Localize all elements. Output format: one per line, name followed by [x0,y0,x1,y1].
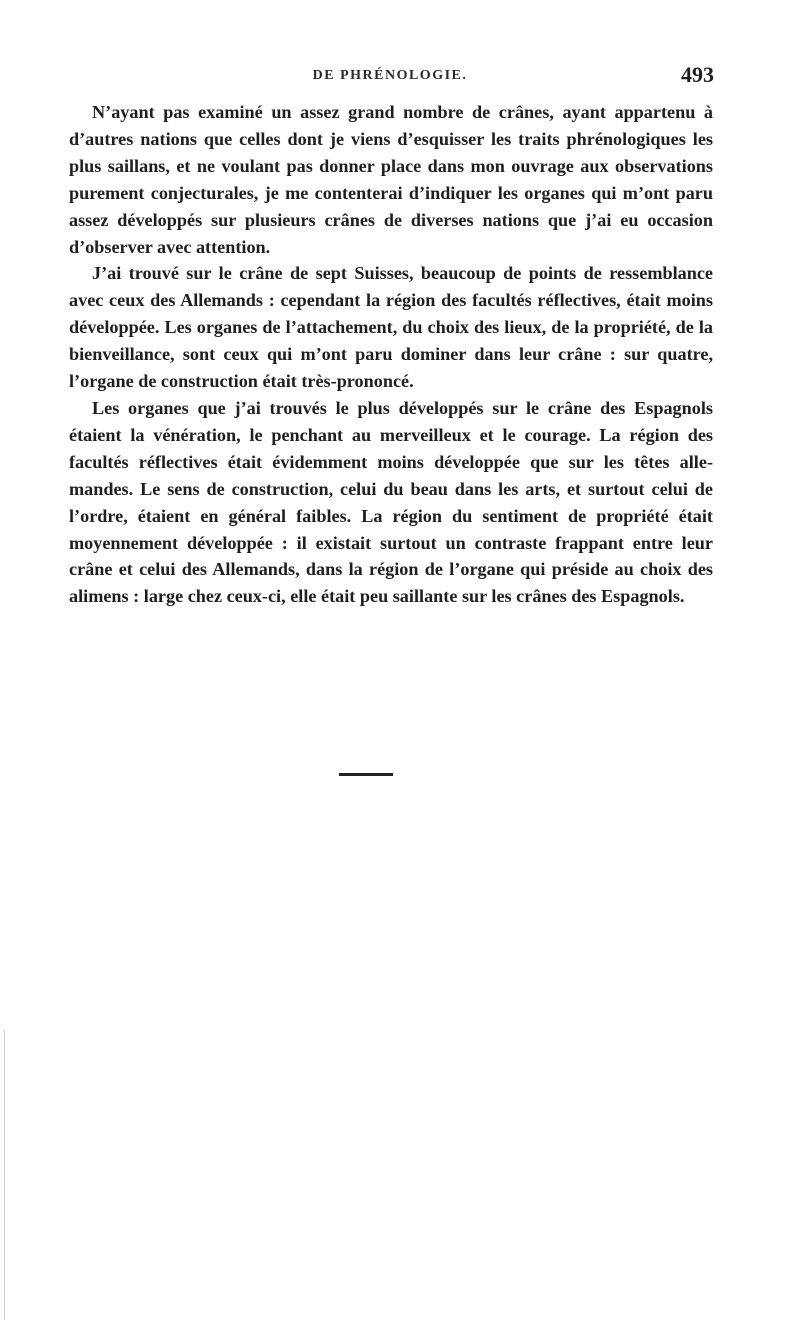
section-divider [339,773,393,776]
paragraph: N’ayant pas examiné un assez grand nombre de crânes, ayant appartenu à d’autres nations que celles dont je viens d’esquisser les traits phrénologiques les plus saillans, et ne voulant pas donner place dans mon ouvrage aux observations purement conjecturales, je me contenterai d’indiquer les organes qui m’ont paru assez développés sur plusieurs crânes de diverses nations que j’ai eu occasion d’observer avec attention. [69,102,713,257]
paragraph: J’ai trouvé sur le crâne de sept Suisses, beaucoup de points de ressemblance avec ceux des Allemands : cependant la région des facultés réflectives, était moins développée. Les organes de l’attachement, du choix des lieux, de la propriété, de la bienveillance, sont ceux qui m’ont paru dominer dans leur crâne : sur quatre, l’organe de construction était très-prononcé. [69,263,713,392]
page-number: 493 [681,62,714,87]
running-head [70,62,714,94]
paragraph: Les organes que j’ai trouvés le plus développés sur le crâne des Espagnols étaient la vénération, le penchant au merveilleux et le courage. La région des facultés réflectives était évidemment moins développée que sur les têtes allemandes. Le sens de construction, celui du beau dans les arts, et surtout celui de l’ordre, étaient en général faibles. La région du sentiment de propriété était moyennement développée : il existait surtout un contraste frappant entre leur crâne et celui des Allemands, dans la région de l’organe qui préside au choix des alimens : large chez ceux-ci, elle était peu saillante sur les crânes des Espagnols. [69,397,713,607]
body-text [69,99,713,610]
running-title: DE PHRÉNOLOGIE. [312,68,468,83]
page-edge-shadow [4,1030,5,1320]
